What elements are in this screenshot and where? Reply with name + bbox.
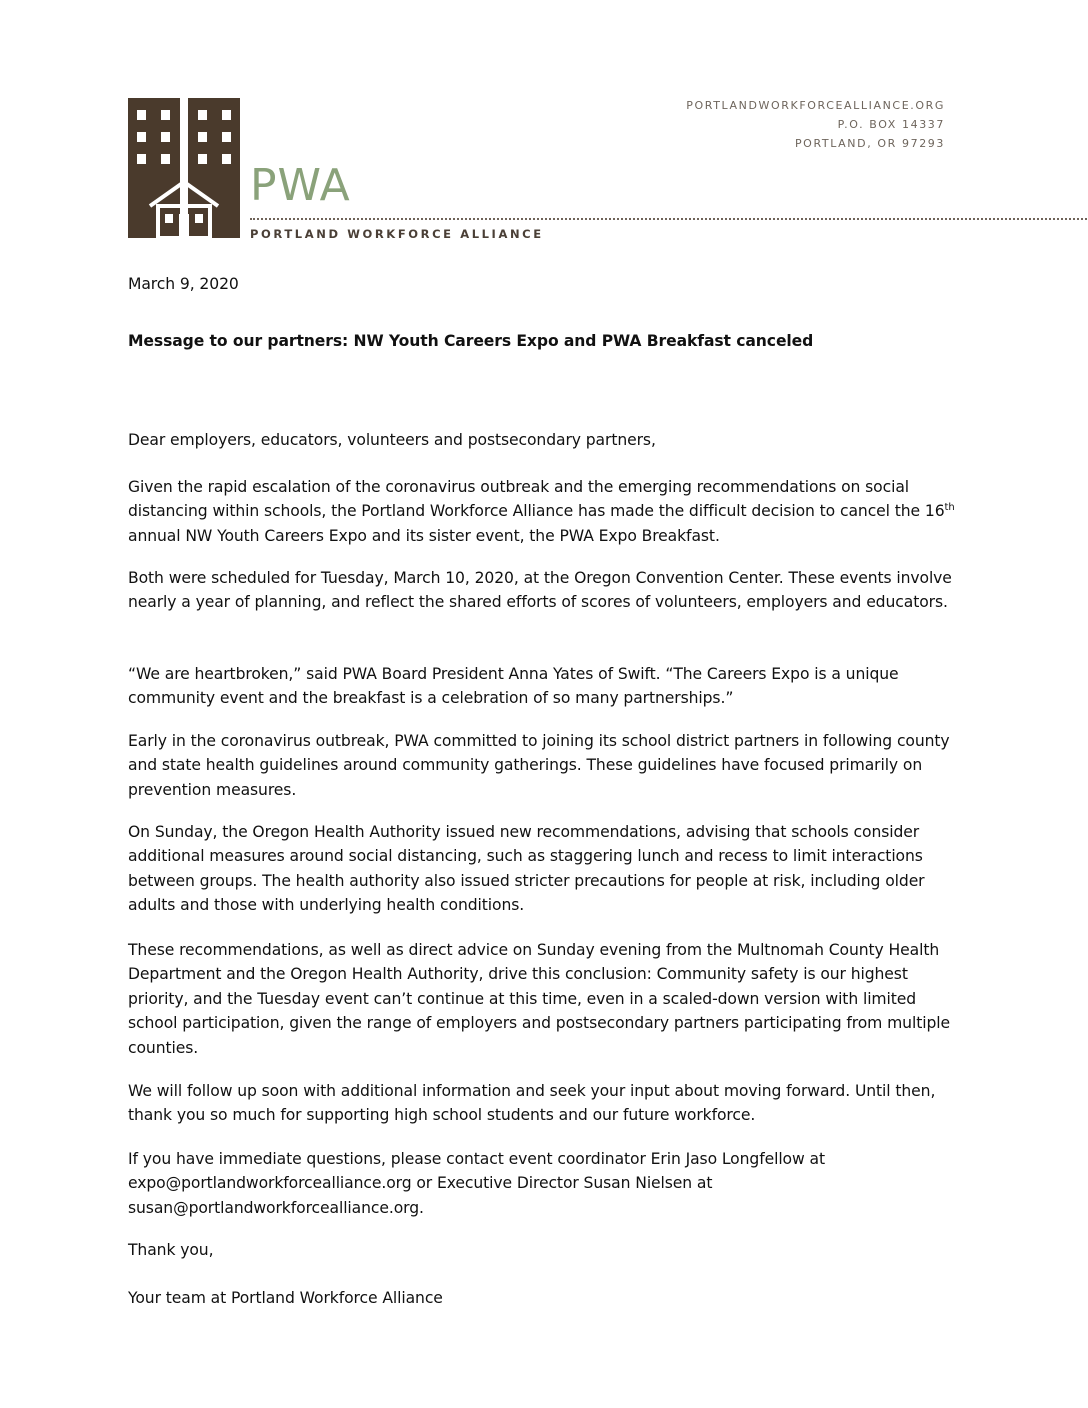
paragraph-2: Both were scheduled for Tuesday, March 10, 2020, at the Oregon Convention Center. These events involve nearly a year of planning, and reflect the shared efforts of scores of volunteers, employers and educators. — [128, 569, 952, 612]
paragraph-6: These recommendations, as well as direct advice on Sunday evening from the Multnomah County Health Department and the Oregon Health Authority, drive this conclusion: Community safety is our highest priority, and the Tuesday event can’t continue at this time, even in a scaled-down version with limited school participation, given the range of employers and postsecondary partners participating from multiple counties. — [128, 941, 950, 1057]
letter-subject: Message to our partners: NW Youth Careers Expo and PWA Breakfast canceled — [128, 332, 814, 350]
paragraph-7: We will follow up soon with additional information and seek your input about moving forward. Until then, thank you so much for supporting high school students and our future workforce. — [128, 1082, 936, 1125]
paragraph-4: Early in the coronavirus outbreak, PWA committed to joining its school district partners in following county and state health guidelines around community gatherings. These guidelines have focused primarily on prevention measures. — [128, 732, 950, 799]
letterhead-divider — [250, 218, 1088, 220]
paragraph-1-text-cont: annual NW Youth Careers Expo and its sister event, the PWA Expo Breakfast. — [128, 526, 720, 545]
address-website: PORTLANDWORKFORCEALLIANCE.ORG — [686, 99, 945, 112]
paragraph-5: On Sunday, the Oregon Health Authority issued new recommendations, advising that schools consider additional measures around social distancing, such as staggering lunch and recess to limit interactions between groups. The health authority also issued stricter precautions for people at risk, including older adults and those with underlying health conditions. — [128, 823, 925, 915]
logo-wordmark: PWA — [250, 160, 351, 211]
paragraph-1 — [128, 475, 958, 548]
paragraph-3: “We are heartbroken,” said PWA Board President Anna Yates of Swift. “The Careers Expo is a unique community event and the breakfast is a celebration of so many partnerships.” — [128, 665, 899, 708]
ordinal-suffix: th — [944, 502, 955, 514]
letterhead-address — [686, 96, 945, 153]
address-city: PORTLAND, OR 97293 — [794, 137, 945, 150]
paragraph-1-text: Given the rapid escalation of the coronavirus outbreak and the emerging recommendations on social distancing within schools, the Portland Workforce Alliance has made the difficult decision to cancel the 16 — [128, 478, 945, 521]
letter-signature: Your team at Portland Workforce Alliance — [128, 1289, 443, 1307]
paragraph-8: If you have immediate questions, please contact event coordinator Erin Jaso Longfellow at expo@portlandworkforcealliance.org or Executive Director Susan Nielsen at susan@portlandworkforcealliance.org. — [128, 1150, 825, 1217]
logo-tagline: PORTLAND WORKFORCE ALLIANCE — [250, 227, 544, 241]
building-schoolhouse-icon — [128, 98, 240, 238]
address-po-box: P.O. BOX 14337 — [837, 118, 945, 131]
letter-date: March 9, 2020 — [128, 275, 239, 293]
letter-closing: Thank you, — [128, 1241, 214, 1259]
letter-salutation: Dear employers, educators, volunteers and postsecondary partners, — [128, 431, 656, 449]
